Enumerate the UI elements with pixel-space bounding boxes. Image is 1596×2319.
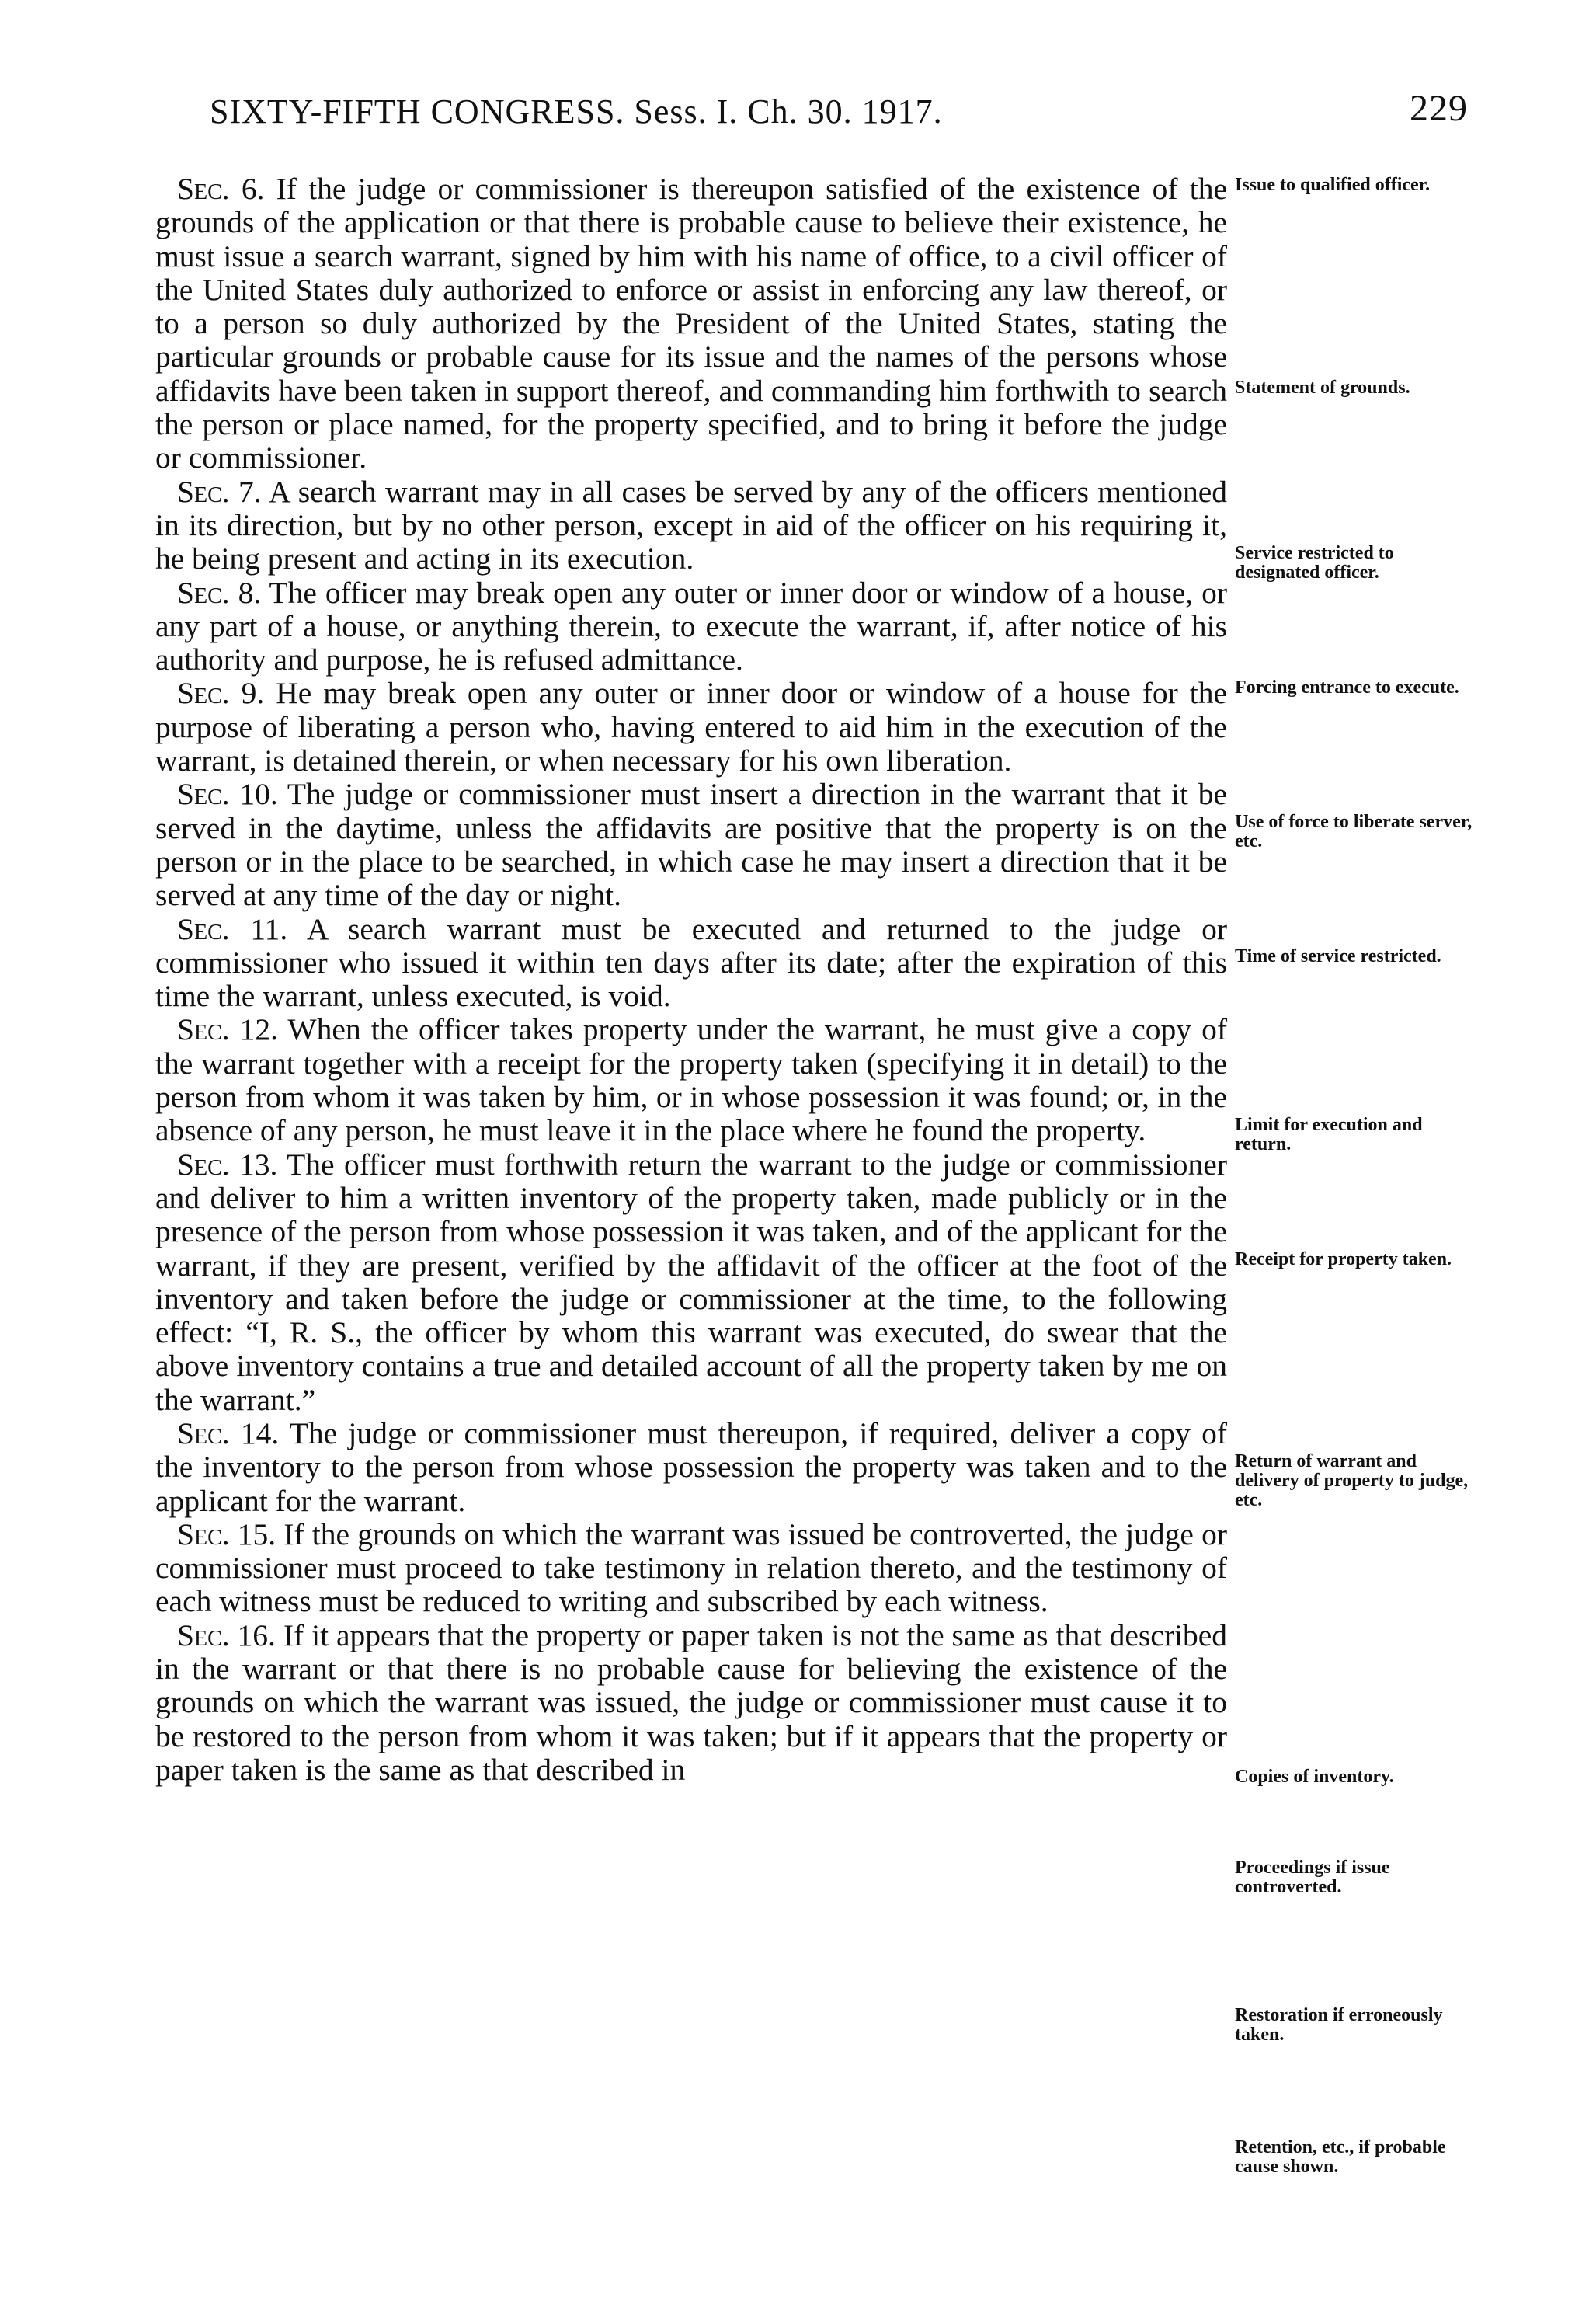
section-label: Sec. 10. [177, 777, 278, 812]
margin-note: Service restricted to designated officer. [1235, 543, 1394, 583]
section-7 [155, 475, 1227, 576]
section-label: Sec. 9. [177, 676, 265, 711]
margin-note: Limit for execution and return. [1235, 1115, 1423, 1154]
section-text: The officer must forthwith return the warrant to the judge or commissioner and deliver to him a written inventory of the property taken, made publicly or in the presence of the person from whose possession it was taken, and of the applicant for the warrant, if they are present, verified by the affidavit of the officer at the foot of the inventory and taken before the judge or commissioner at the time, to the following effect: “I, R. S., the officer by whom this warrant was executed, do swear that the above inventory contains a true and detailed account of all the property taken by me on the warrant.” [155, 1147, 1227, 1417]
section-12 [155, 1013, 1227, 1147]
section-label: Sec. 16. [177, 1617, 276, 1652]
margin-note: Return of warrant and delivery of property to judge, etc. [1235, 1451, 1469, 1510]
margin-note: Statement of grounds. [1235, 378, 1410, 398]
page-header [210, 88, 1468, 138]
section-6 [155, 172, 1227, 475]
section-label: Sec. 8. [177, 575, 262, 610]
section-15 [155, 1518, 1227, 1619]
section-text: When the officer takes property under the warrant, he must give a copy of the warrant together with a receipt for the property taken (specifying it in detail) to the person from whom it was taken by him, or in whose possession it was found; or, in the absence of any person, he must leave it in the place where he found the property. [155, 1012, 1227, 1148]
margin-note: Issue to qualified officer. [1235, 175, 1431, 195]
section-text: A search warrant must be executed and returned to the judge or commissioner who issued it within ten days after its date; after the expiration of this time the warrant, unless executed, is void. [155, 911, 1227, 1014]
margin-note: Proceedings if issue controverted. [1235, 1858, 1390, 1897]
section-text: The judge or commissioner must thereupon, if required, deliver a copy of the inventory to the person from whose possession the property was taken and to the applicant for the warrant. [155, 1415, 1227, 1518]
statute-body [155, 172, 1227, 1787]
section-label: Sec. 14. [177, 1415, 280, 1450]
section-8 [155, 576, 1227, 677]
margin-note: Use of force to liberate server, etc. [1235, 812, 1473, 851]
section-16 [155, 1619, 1227, 1787]
section-label: Sec. 6. [177, 172, 265, 206]
section-13 [155, 1148, 1227, 1417]
margin-note: Copies of inventory. [1235, 1767, 1394, 1787]
section-label: Sec. 15. [177, 1516, 276, 1551]
section-label: Sec. 7. [177, 474, 262, 509]
margin-note: Forcing entrance to execute. [1235, 677, 1459, 698]
section-14 [155, 1417, 1227, 1518]
section-label: Sec. 13. [177, 1147, 278, 1182]
page-number: 229 [1410, 88, 1468, 129]
margin-note: Time of service restricted. [1235, 946, 1441, 966]
section-10 [155, 778, 1227, 912]
section-text: If the grounds on which the warrant was issued be controverted, the judge or commissioner must proceed to take testimony in relation thereto, and the testimony of each witness must be reduced to writing and subscribed by each witness. [155, 1516, 1228, 1619]
section-text: The judge or commissioner must insert a direction in the warrant that it be served in the daytime, unless the affidavits are positive that the property is on the person or in the place to be searched, in which case he may insert a direction that it be served at any time of the day or night. [155, 777, 1227, 913]
section-label: Sec. 11. [177, 911, 288, 946]
margin-note: Receipt for property taken. [1235, 1249, 1452, 1269]
section-text: He may break open any outer or inner door or window of a house for the purpose of liberating a person who, having entered to aid him in the execution of the warrant, is detained therein, or when necessary for his own liberation. [155, 676, 1227, 778]
margin-note: Retention, etc., if probable cause shown. [1235, 2137, 1446, 2177]
section-9 [155, 677, 1227, 778]
section-label: Sec. 12. [177, 1012, 279, 1047]
section-11 [155, 913, 1227, 1014]
section-text: If the judge or commissioner is thereupon satisfied of the existence of the grounds of the application or that there is probable cause to believe their existence, he must issue a search warrant, signed by him with his name of office, to a civil officer of the United States duly authorized to enforce or assist in enforcing any law thereof, or to a person so duly authorized by the President of the United States, stating the particular grounds or probable cause for its issue and the names of the persons whose affidavits have been taken in support thereof, and commanding him forthwith to search the person or place named, for the property specified, and to bring it before the judge or commissioner. [155, 172, 1228, 475]
section-text: The officer may break open any outer or inner door or window of a house, or any part of a house, or anything therein, to execute the warrant, if, after notice of his authority and purpose, he is refused admittance. [155, 575, 1227, 677]
running-title: SIXTY-FIFTH CONGRESS. Sess. I. Ch. 30. 1917. [210, 92, 943, 131]
section-text: If it appears that the property or paper taken is not the same as that described in the warrant or that there is no probable cause for believing the existence of the grounds on which the warrant was issued, the judge or commissioner must cause it to be restored to the person from whom it was taken; but if it appears that the property or paper taken is the same as that described in [155, 1617, 1227, 1787]
margin-note: Restoration if erroneously taken. [1235, 2005, 1443, 2045]
section-text: A search warrant may in all cases be served by any of the officers mentioned in its direction, but by no other person, except in aid of the officer on his requiring it, he being present and acting in its execution. [155, 474, 1227, 576]
